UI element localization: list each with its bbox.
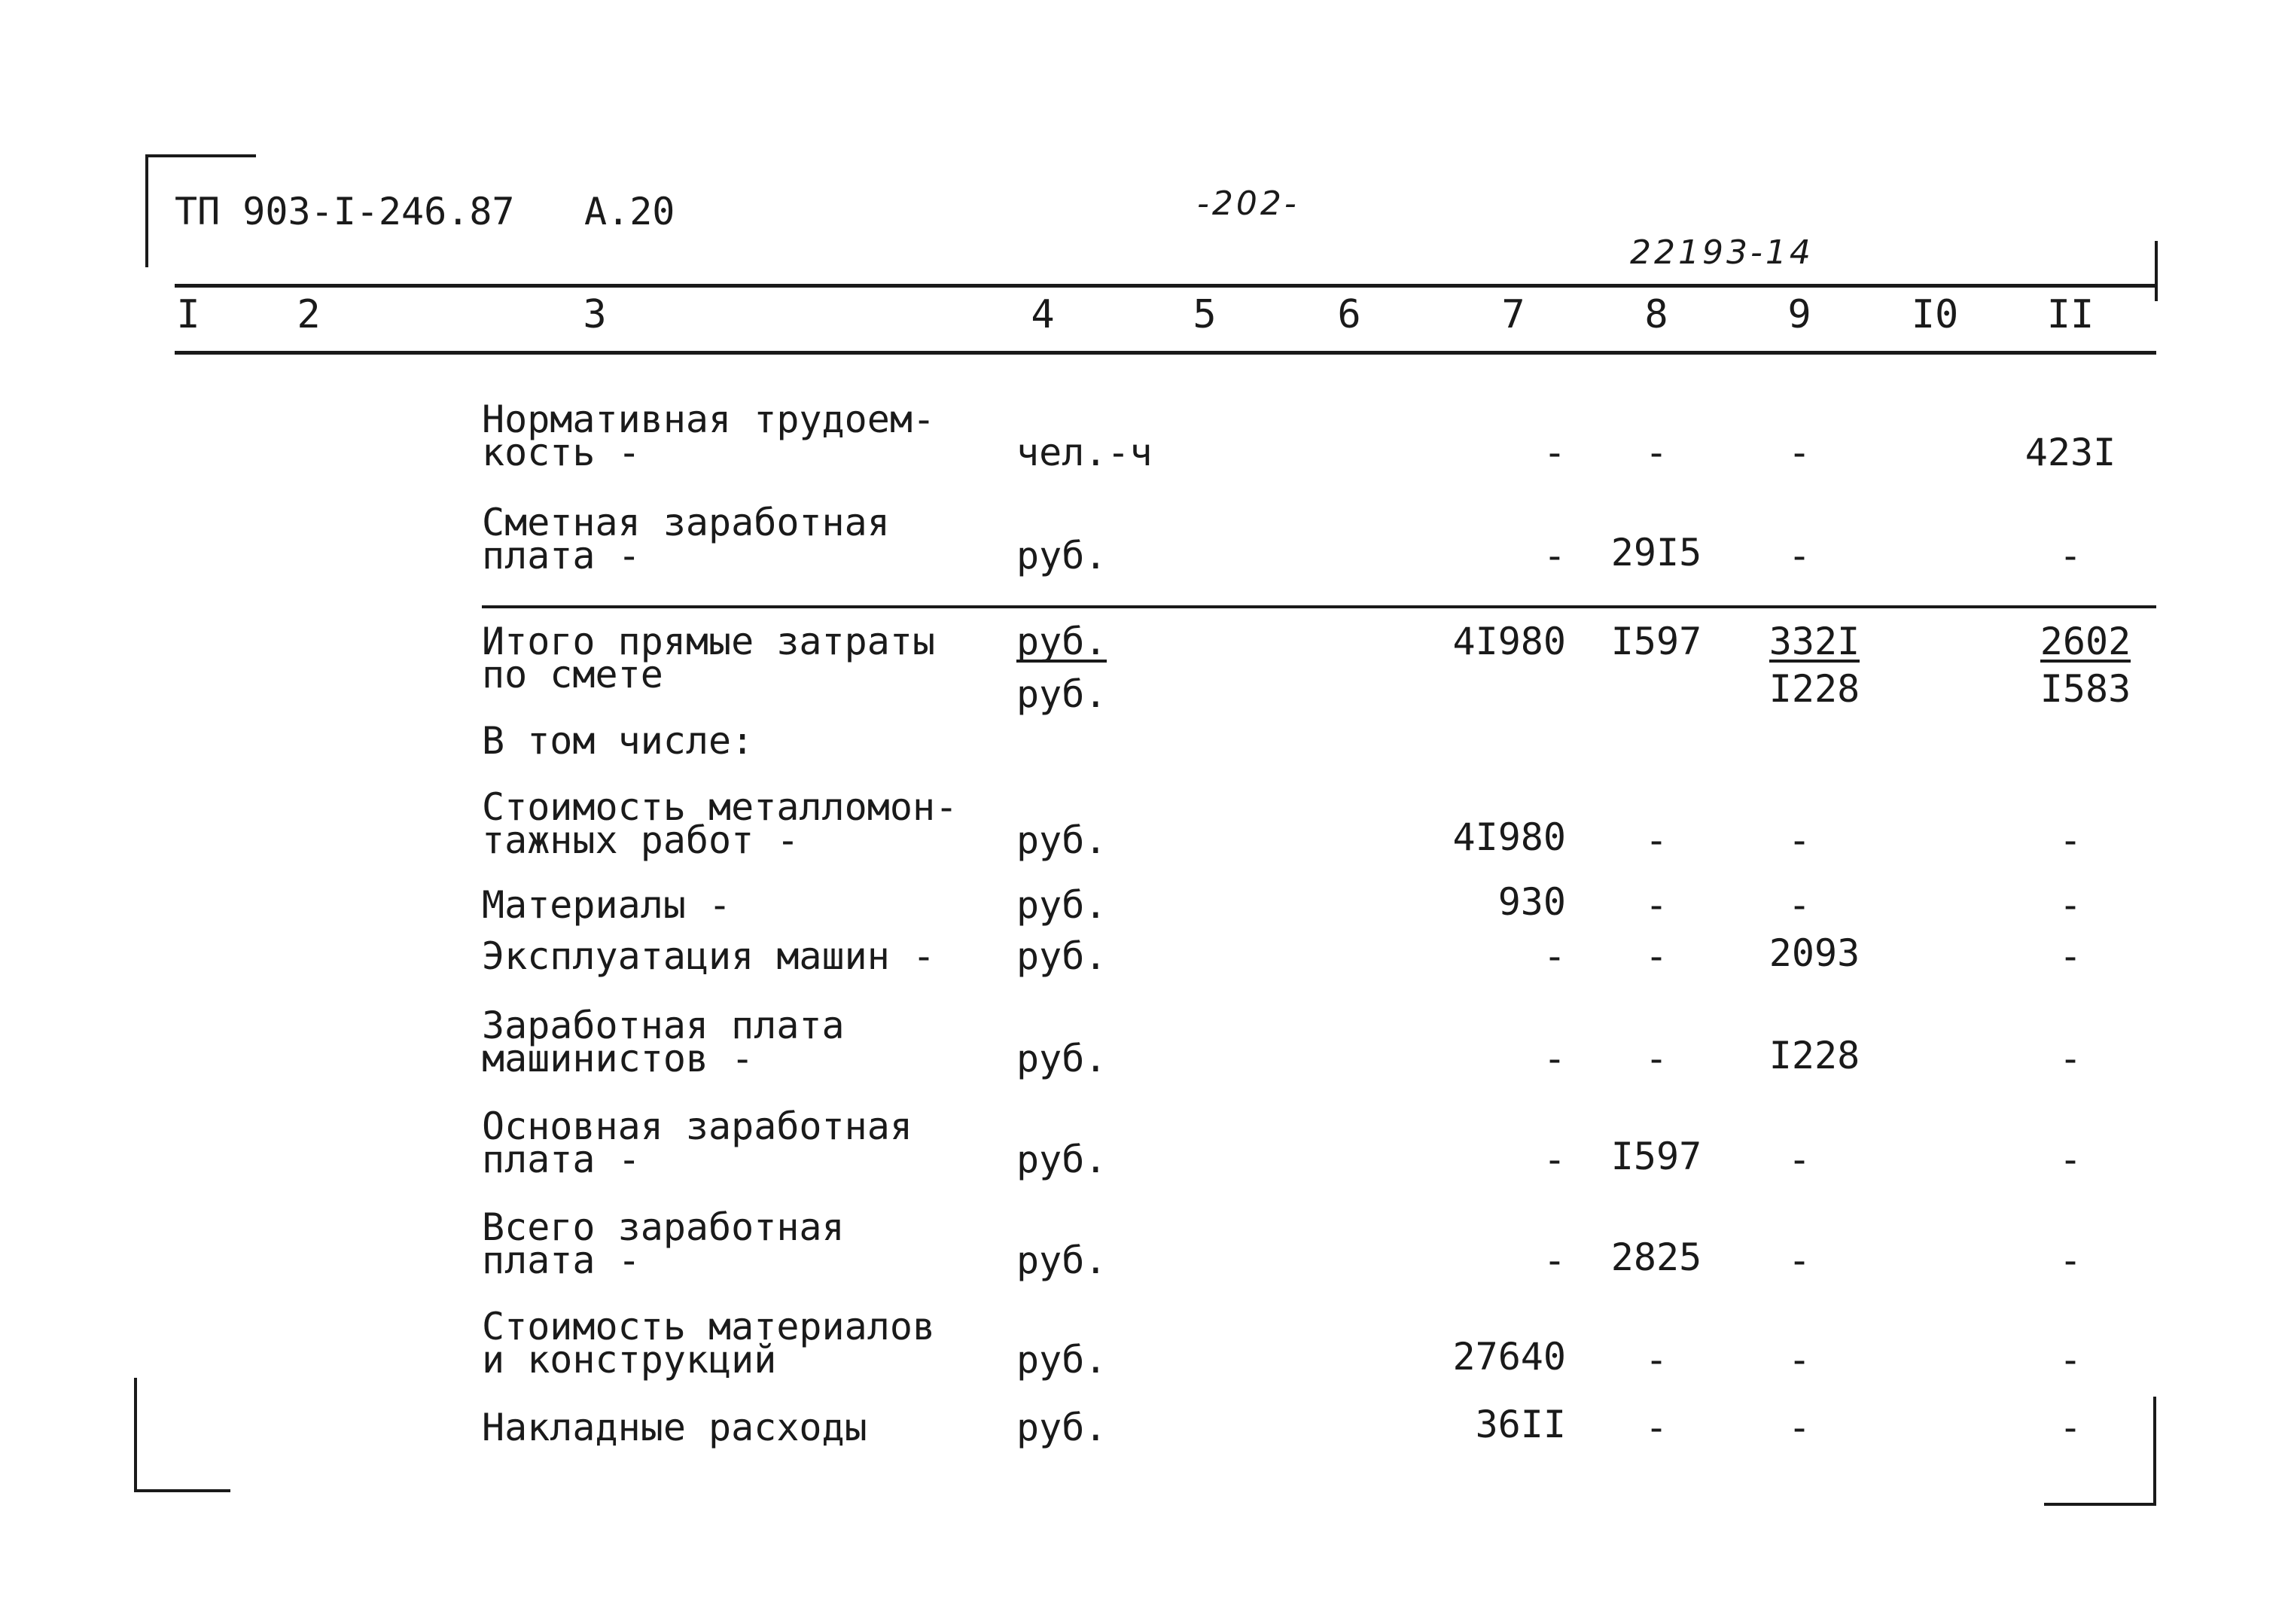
- column-number: 8: [1644, 292, 1668, 337]
- cell-col9: -: [1787, 1406, 1811, 1449]
- cell-col7: 36II: [1475, 1403, 1566, 1446]
- cell-col8: -: [1644, 934, 1668, 978]
- cell-col8: I597: [1610, 1135, 1702, 1178]
- row-unit: руб.: [1016, 1138, 1107, 1181]
- row-unit: руб.: [1016, 1239, 1107, 1282]
- column-number: 4: [1031, 292, 1055, 337]
- doc-code: ТП 903-I-246.87: [175, 190, 515, 233]
- cell-col7: -: [1543, 431, 1566, 474]
- cell-col7: -: [1543, 1138, 1566, 1181]
- row-unit: руб.: [1016, 534, 1107, 577]
- cell-col9: -: [1787, 1338, 1811, 1382]
- cell-col7: 4I980: [1452, 815, 1566, 859]
- row-unit-secondary: руб.: [1016, 672, 1107, 716]
- row-unit: руб.: [1016, 1338, 1107, 1382]
- row-unit: руб.: [1016, 818, 1107, 862]
- cell-col9: -: [1787, 1239, 1811, 1282]
- row-unit: руб.: [1016, 883, 1107, 927]
- cell-col8: -: [1644, 818, 1668, 862]
- cell-col8: 2825: [1610, 1236, 1702, 1279]
- row-description: Стоимость материалов и конструкций: [482, 1305, 936, 1382]
- cell-col11: -: [2058, 1037, 2082, 1080]
- cell-col11: -: [2058, 1406, 2082, 1449]
- row-description: Итого прямые затраты по смете: [482, 620, 936, 696]
- row-description: Всего заработная плата -: [482, 1205, 845, 1282]
- frame-corner-bottom-right-h: [2044, 1503, 2156, 1506]
- cell-col8: I597: [1610, 620, 1702, 663]
- row-description: Эксплуатация машин -: [482, 934, 936, 978]
- cell-col9: -: [1787, 431, 1811, 474]
- column-number: I0: [1911, 292, 1959, 337]
- cell-col8: -: [1644, 1338, 1668, 1382]
- row-description: Основная заработная плата -: [482, 1105, 912, 1181]
- frame-corner-top-left-h: [145, 154, 256, 157]
- header-rule-bottom: [175, 351, 2156, 355]
- cell-col11: -: [2058, 1239, 2082, 1282]
- cell-col8: -: [1644, 883, 1668, 927]
- frame-corner-bottom-right-v: [2153, 1397, 2156, 1506]
- column-number: 5: [1193, 292, 1217, 337]
- page-number: -202-: [1197, 184, 1299, 223]
- cell-col7: -: [1543, 1239, 1566, 1282]
- column-number: 7: [1501, 292, 1525, 337]
- cell-col7: -: [1543, 534, 1566, 577]
- cell-col9: -: [1787, 534, 1811, 577]
- cell-col9: -: [1787, 883, 1811, 927]
- row-unit: руб.: [1016, 1406, 1107, 1449]
- column-number: II: [2046, 292, 2095, 337]
- cell-col7: 930: [1497, 880, 1566, 924]
- row-description: Материалы -: [482, 883, 732, 927]
- column-number: 3: [583, 292, 607, 337]
- cell-col7: -: [1543, 1037, 1566, 1080]
- column-number: 6: [1337, 292, 1361, 337]
- cell-col11-numerator: 2602: [2040, 620, 2131, 663]
- frame-corner-bottom-left-h: [134, 1489, 230, 1492]
- cell-col9: -: [1787, 818, 1811, 862]
- cell-col9: I228: [1769, 1034, 1860, 1077]
- frame-corner-bottom-left-v: [134, 1378, 137, 1491]
- column-number: I: [176, 292, 200, 337]
- cell-col11-denominator: I583: [2040, 667, 2131, 711]
- cell-col7: 4I980: [1452, 620, 1566, 663]
- cell-col11: -: [2058, 883, 2082, 927]
- cell-col11: -: [2058, 1338, 2082, 1382]
- row-description: Сметная заработная плата -: [482, 501, 890, 577]
- cell-col11: -: [2058, 934, 2082, 978]
- cell-col11: -: [2058, 1138, 2082, 1181]
- cell-col9-denominator: I228: [1769, 667, 1860, 711]
- subtotal-rule: [482, 605, 2156, 608]
- row-description: Стоимость металломон- тажных работ -: [482, 785, 958, 862]
- cell-col9: 2093: [1769, 931, 1860, 975]
- cell-col9: -: [1787, 1138, 1811, 1181]
- cell-col11: -: [2058, 818, 2082, 862]
- cell-col7: 27640: [1452, 1335, 1566, 1379]
- cell-col9-numerator: 332I: [1769, 620, 1860, 663]
- column-number: 2: [297, 292, 321, 337]
- cell-col8: -: [1644, 1406, 1668, 1449]
- cell-col8: -: [1644, 431, 1668, 474]
- cell-col8: 29I5: [1610, 531, 1702, 574]
- row-description: Накладные расходы: [482, 1406, 867, 1449]
- row-unit: руб.: [1016, 934, 1107, 978]
- cell-col8: -: [1644, 1037, 1668, 1080]
- row-unit: чел.-ч: [1016, 431, 1153, 474]
- row-unit: руб.: [1016, 1037, 1107, 1080]
- cell-col7: -: [1543, 934, 1566, 978]
- frame-corner-top-left-v: [145, 154, 148, 267]
- cell-col11: -: [2058, 534, 2082, 577]
- row-unit: руб.: [1016, 620, 1107, 663]
- column-number: 9: [1787, 292, 1811, 337]
- album-code: А.20: [584, 190, 675, 233]
- frame-corner-top-right-v: [2155, 241, 2158, 301]
- row-description: Нормативная трудоем- кость -: [482, 398, 936, 474]
- cell-col11: 423I: [2024, 431, 2116, 474]
- section-label: В том числе:: [482, 719, 754, 763]
- header-rule-top: [175, 284, 2156, 288]
- row-description: Заработная плата машинистов -: [482, 1004, 845, 1080]
- handwritten-code: 22193-14: [1630, 233, 1814, 272]
